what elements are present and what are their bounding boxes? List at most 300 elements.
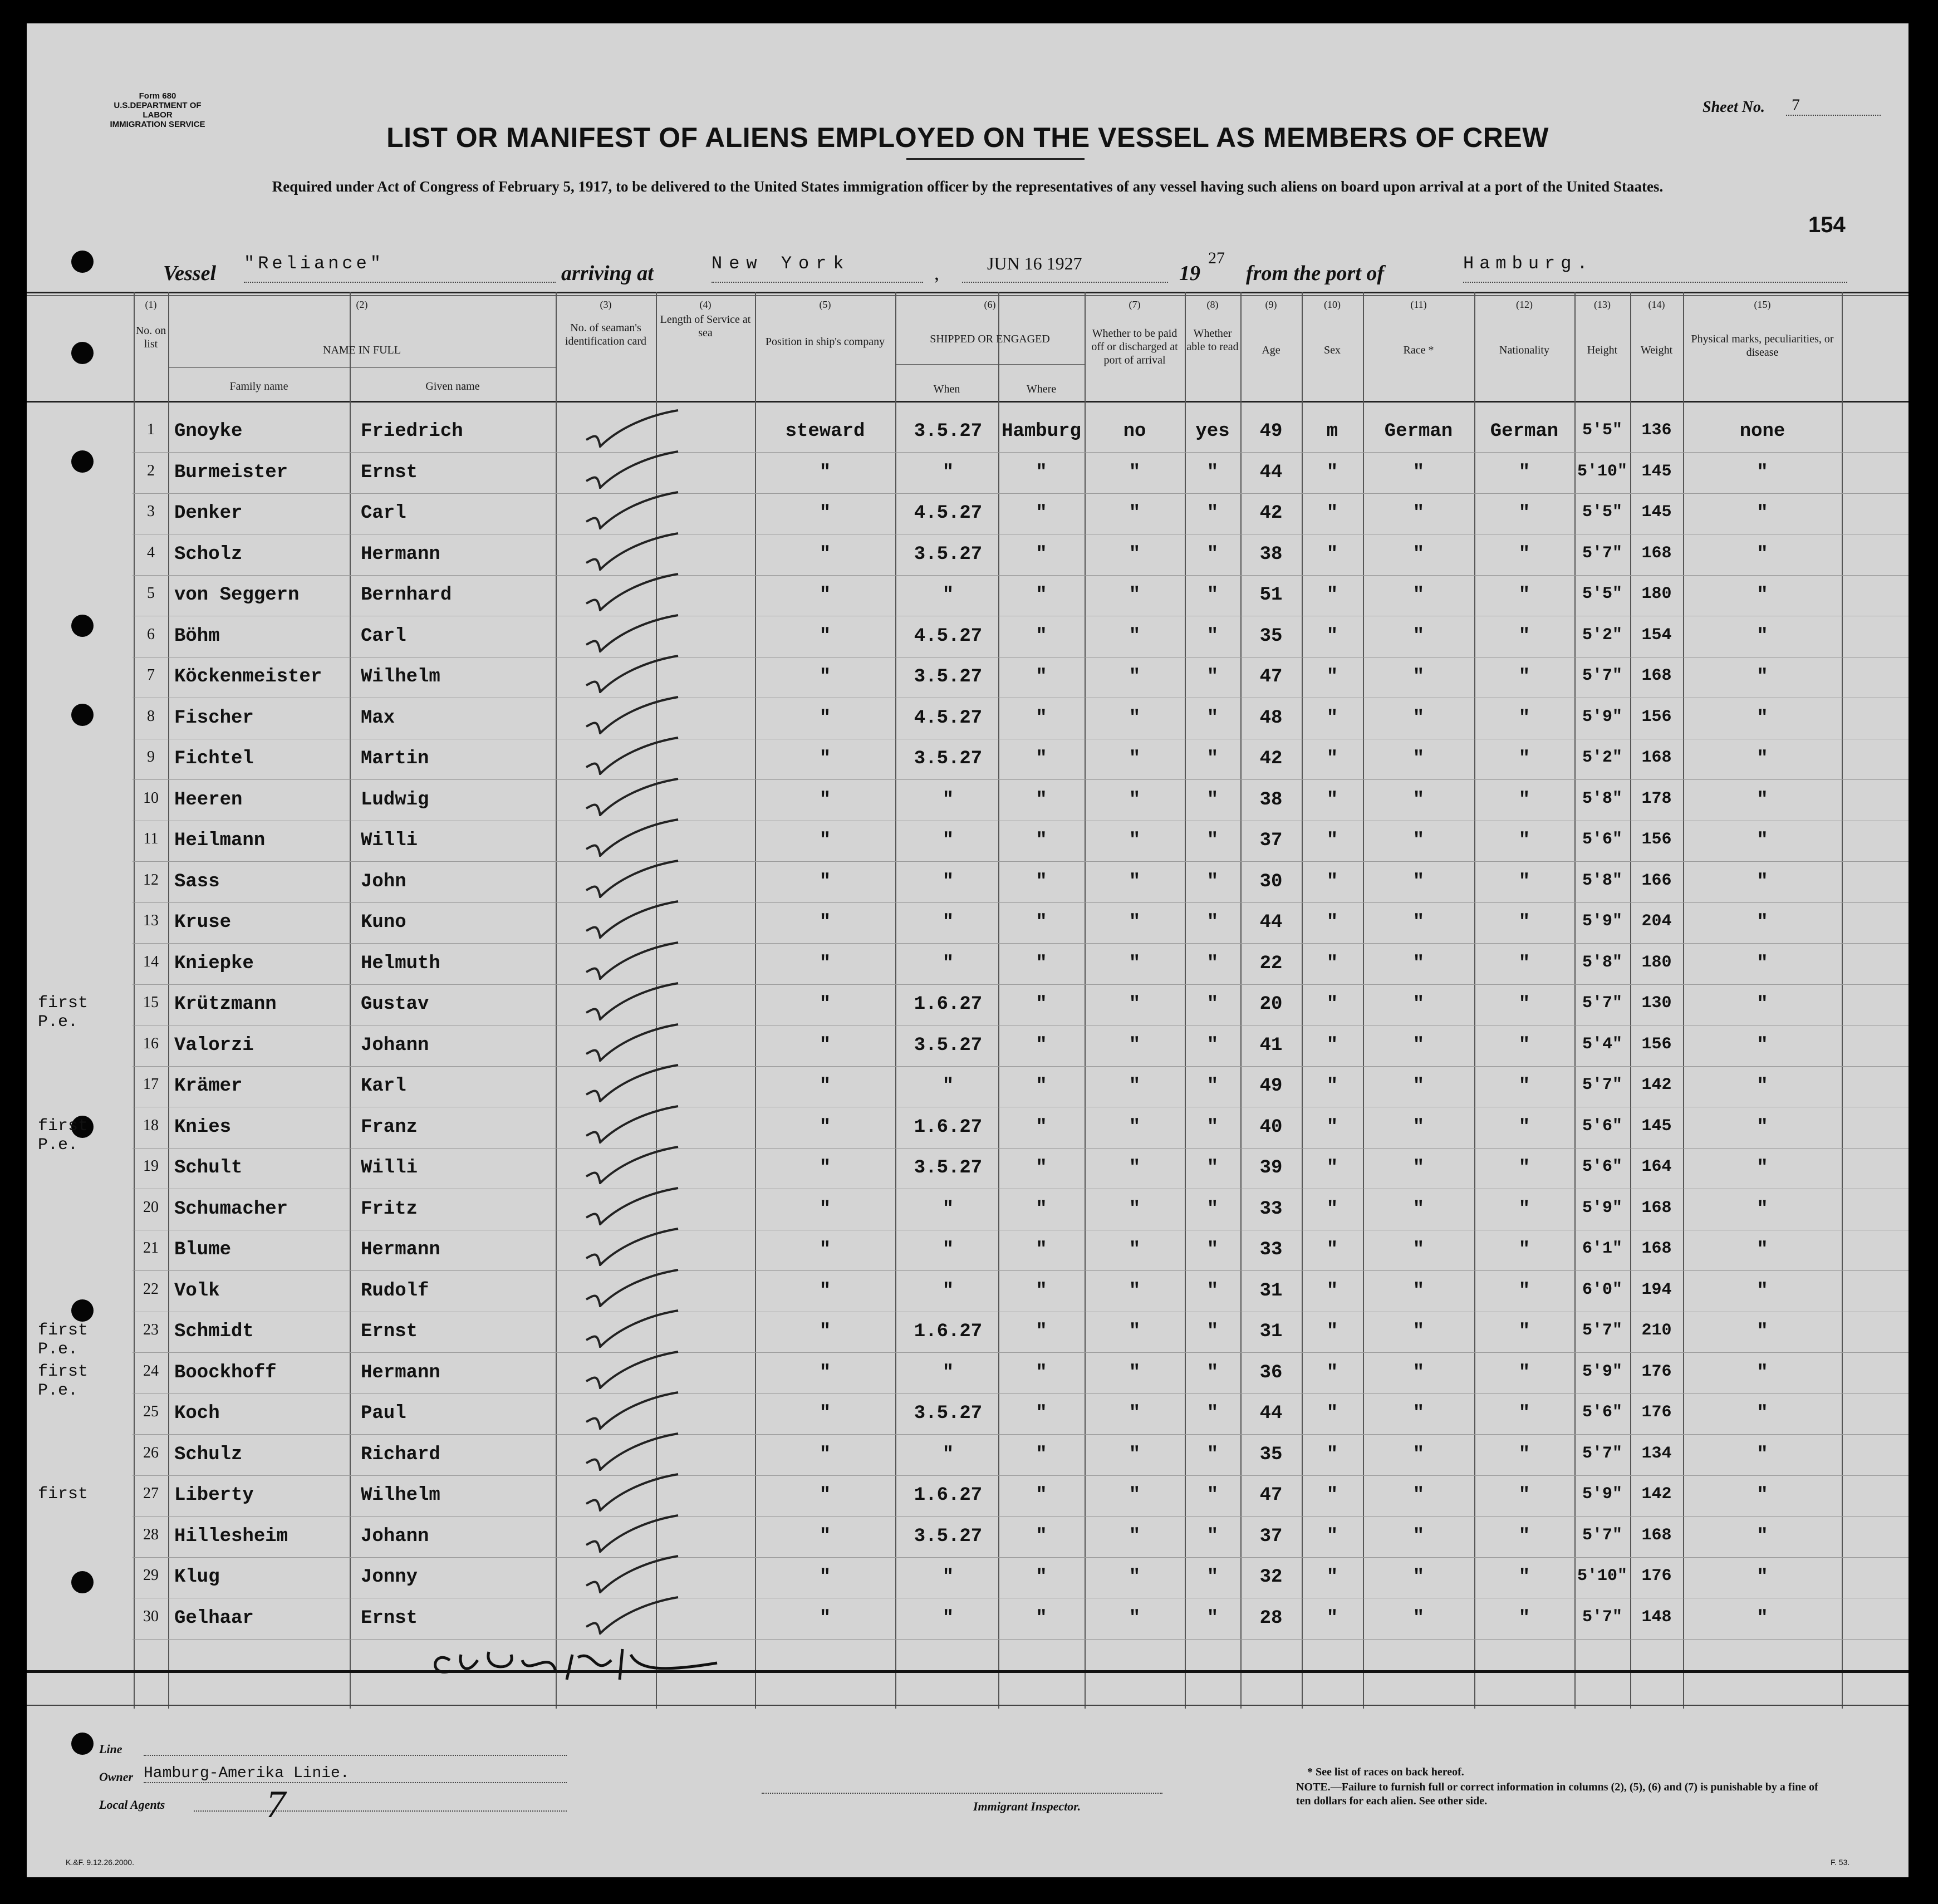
family-name: Kniepke xyxy=(174,953,254,974)
weight: 154 xyxy=(1641,625,1672,645)
margin-note: first P.e. xyxy=(38,1116,89,1155)
row-number: 13 xyxy=(143,912,159,929)
shipped-where: " xyxy=(1036,1198,1047,1220)
year-prefix: 19 xyxy=(1179,262,1200,285)
shipped-when: 1.6.27 xyxy=(914,994,983,1015)
nationality: " xyxy=(1518,871,1530,892)
row-number: 7 xyxy=(147,666,155,684)
sex: " xyxy=(1326,994,1338,1015)
header-position: Position in ship's company xyxy=(765,336,885,348)
able-to-read: " xyxy=(1206,953,1219,974)
check-mark-icon xyxy=(583,694,684,734)
col-num-2: (2) xyxy=(356,299,368,310)
sex: " xyxy=(1326,830,1338,851)
paid-off: " xyxy=(1129,871,1141,892)
row-number: 28 xyxy=(143,1525,159,1543)
height: 5'9" xyxy=(1582,1198,1622,1218)
able-to-read: " xyxy=(1206,748,1219,769)
position: " xyxy=(819,707,831,729)
vessel-line: Vessel "Reliance" arriving at New York , JUN 16 1927 19 27 from the port of Hamburg. xyxy=(27,249,1908,288)
check-mark-icon xyxy=(583,735,684,775)
age: 32 xyxy=(1259,1567,1283,1588)
col-num-4: (4) xyxy=(699,299,712,310)
position: " xyxy=(819,1567,831,1588)
table-row xyxy=(27,495,1908,535)
family-name: Schmidt xyxy=(174,1321,254,1342)
height: 6'1" xyxy=(1582,1239,1622,1258)
sex: " xyxy=(1326,1525,1338,1547)
check-mark-icon xyxy=(583,1062,684,1102)
sex: " xyxy=(1326,1567,1338,1588)
race: German xyxy=(1384,421,1453,442)
agents-label: Local Agents xyxy=(99,1798,165,1812)
able-to-read: " xyxy=(1206,707,1219,729)
age: 33 xyxy=(1259,1239,1283,1260)
nationality: " xyxy=(1518,1076,1530,1097)
family-name: Böhm xyxy=(174,625,220,647)
nationality: " xyxy=(1518,953,1530,974)
age: 44 xyxy=(1259,912,1283,933)
header-family-name: Family name xyxy=(229,380,288,392)
given-name: Johann xyxy=(361,1525,429,1547)
height: 5'9" xyxy=(1582,1485,1622,1504)
shipped-where: " xyxy=(1036,1321,1047,1342)
family-name: Gnoyke xyxy=(174,421,243,442)
physical-marks: " xyxy=(1757,994,1768,1015)
table-end-rule xyxy=(27,1670,1908,1673)
col-num-13: (13) xyxy=(1594,299,1611,310)
shipped-where: " xyxy=(1036,1157,1047,1179)
physical-marks: " xyxy=(1757,1403,1768,1424)
page-number: 154 xyxy=(1808,213,1846,237)
shipped-where: " xyxy=(1036,503,1047,524)
header-seaman-card: No. of seaman's identification card xyxy=(565,322,647,347)
table-row xyxy=(27,1559,1908,1599)
sex: " xyxy=(1326,1607,1338,1629)
able-to-read: " xyxy=(1206,830,1219,851)
weight: 142 xyxy=(1641,1485,1672,1504)
able-to-read: " xyxy=(1206,1034,1219,1056)
table-row xyxy=(27,1068,1908,1108)
nationality: " xyxy=(1518,1362,1530,1383)
position: " xyxy=(819,912,831,933)
weight: 168 xyxy=(1641,1198,1672,1218)
table-row xyxy=(27,1395,1908,1435)
race: " xyxy=(1412,912,1425,933)
race: " xyxy=(1412,462,1425,483)
row-number: 26 xyxy=(143,1444,159,1461)
race: " xyxy=(1412,1444,1425,1465)
sex: " xyxy=(1326,462,1338,483)
able-to-read: " xyxy=(1206,1116,1219,1138)
sheet-no-label: Sheet No. xyxy=(1703,99,1765,116)
check-mark-icon xyxy=(583,489,684,529)
department-name: U.S.DEPARTMENT OF LABOR xyxy=(114,101,202,120)
row-number: 4 xyxy=(147,543,155,561)
owner-value: Hamburg-Amerika Linie. xyxy=(144,1765,567,1783)
height: 5'5" xyxy=(1582,421,1622,440)
nationality: " xyxy=(1518,585,1530,606)
given-name: Johann xyxy=(361,1034,429,1056)
nationality: " xyxy=(1518,666,1530,688)
able-to-read: " xyxy=(1206,1567,1219,1588)
weight: 164 xyxy=(1641,1157,1672,1176)
check-mark-icon xyxy=(583,940,684,980)
row-number: 17 xyxy=(143,1076,159,1093)
note-text: —Failure to furnish full or correct information in columns (2), (5), (6) and (7) is punishable by a fine of ten dollars for each alien. See other side. xyxy=(1296,1781,1818,1807)
nationality: " xyxy=(1518,1607,1530,1629)
race: " xyxy=(1412,953,1425,974)
check-mark-icon xyxy=(583,980,684,1020)
sex: " xyxy=(1326,1321,1338,1342)
col-num-14: (14) xyxy=(1648,299,1665,310)
shipped-where: " xyxy=(1036,1239,1047,1260)
weight: 156 xyxy=(1641,830,1672,849)
weight: 168 xyxy=(1641,748,1672,767)
col-num-8: (8) xyxy=(1206,299,1219,310)
family-name: Fischer xyxy=(174,707,254,729)
given-name: Ludwig xyxy=(361,789,429,811)
able-to-read: " xyxy=(1206,1362,1219,1383)
family-name: Kruse xyxy=(174,912,232,933)
table-row xyxy=(27,1273,1908,1313)
age: 40 xyxy=(1259,1116,1283,1138)
position: " xyxy=(819,1076,831,1097)
given-name: John xyxy=(361,871,406,892)
check-mark-icon xyxy=(583,653,684,693)
age: 35 xyxy=(1259,625,1283,647)
nationality: " xyxy=(1518,1403,1530,1424)
physical-marks: " xyxy=(1757,1321,1768,1342)
height: 5'10" xyxy=(1577,462,1627,481)
weight: 136 xyxy=(1641,421,1672,440)
nationality: " xyxy=(1518,789,1530,811)
col-num-6: (6) xyxy=(984,299,996,310)
given-name: Paul xyxy=(361,1403,406,1424)
given-name: Franz xyxy=(361,1116,418,1138)
race: " xyxy=(1412,1607,1425,1629)
date-stamp: JUN 16 1927 xyxy=(962,253,1168,283)
age: 49 xyxy=(1259,1076,1283,1097)
row-number: 29 xyxy=(143,1567,159,1584)
height: 5'9" xyxy=(1582,1362,1622,1381)
height: 5'5" xyxy=(1582,503,1622,522)
weight: 178 xyxy=(1641,789,1672,808)
paid-off: " xyxy=(1129,953,1141,974)
paid-off: " xyxy=(1129,1076,1141,1097)
given-name: Martin xyxy=(361,748,429,769)
nationality: " xyxy=(1518,503,1530,524)
nationality: " xyxy=(1518,830,1530,851)
race: " xyxy=(1412,1362,1425,1383)
age: 28 xyxy=(1259,1607,1283,1629)
service-name: IMMIGRATION SERVICE xyxy=(110,120,205,129)
weight: 168 xyxy=(1641,1239,1672,1258)
shipped-when: 1.6.27 xyxy=(914,1485,983,1506)
shipped-where: " xyxy=(1036,912,1047,933)
row-number: 14 xyxy=(143,953,159,970)
family-name: Boockhoff xyxy=(174,1362,277,1383)
check-mark-icon xyxy=(583,1594,684,1635)
height: 5'6" xyxy=(1582,1116,1622,1136)
race: " xyxy=(1412,543,1425,565)
paid-off: " xyxy=(1129,1280,1141,1302)
race: " xyxy=(1412,748,1425,769)
weight: 204 xyxy=(1641,912,1672,931)
shipped-where: " xyxy=(1036,543,1047,565)
header-name-in-full: NAME IN FULL xyxy=(323,344,401,356)
sex: " xyxy=(1326,912,1338,933)
sex: " xyxy=(1326,1444,1338,1465)
margin-note: first P.e. xyxy=(38,1362,89,1400)
able-to-read: " xyxy=(1206,871,1219,892)
nationality: " xyxy=(1518,462,1530,483)
table-row xyxy=(27,863,1908,904)
physical-marks: " xyxy=(1757,1362,1768,1383)
paid-off: " xyxy=(1129,1403,1141,1424)
race: " xyxy=(1412,1239,1425,1260)
form-number: Form 680 xyxy=(139,91,176,101)
physical-marks: " xyxy=(1757,1116,1768,1138)
sex: " xyxy=(1326,543,1338,565)
header-race: Race * xyxy=(1403,344,1434,356)
sex: " xyxy=(1326,503,1338,524)
check-mark-icon xyxy=(583,1022,684,1062)
paid-off: " xyxy=(1129,1116,1141,1138)
row-number: 5 xyxy=(147,585,155,602)
shipped-when: " xyxy=(942,1607,954,1629)
paid-off: " xyxy=(1129,707,1141,729)
height: 6'0" xyxy=(1582,1280,1622,1299)
shipped-where: " xyxy=(1036,830,1047,851)
check-mark-icon xyxy=(583,1553,684,1593)
shipped-when: 4.5.27 xyxy=(914,707,983,729)
position: " xyxy=(819,1525,831,1547)
table-row xyxy=(27,1231,1908,1272)
position: " xyxy=(819,748,831,769)
position: " xyxy=(819,585,831,606)
family-name: Fichtel xyxy=(174,748,254,769)
col-num-5: (5) xyxy=(819,299,831,310)
shipped-where: " xyxy=(1036,748,1047,769)
given-name: Wilhelm xyxy=(361,666,440,688)
row-number: 24 xyxy=(143,1362,159,1380)
port-label: from the port of xyxy=(1246,262,1385,285)
shipped-when: 4.5.27 xyxy=(914,503,983,524)
given-name: Carl xyxy=(361,625,406,647)
family-name: Hillesheim xyxy=(174,1525,288,1547)
shipped-where: Hamburg xyxy=(1002,421,1081,442)
paid-off: " xyxy=(1129,1362,1141,1383)
weight: 176 xyxy=(1641,1567,1672,1586)
weight: 156 xyxy=(1641,707,1672,727)
height: 5'7" xyxy=(1582,1444,1622,1463)
crew-table-body xyxy=(27,23,1908,1877)
owner-label: Owner xyxy=(99,1770,134,1784)
race: " xyxy=(1412,1076,1425,1097)
able-to-read: " xyxy=(1206,585,1219,606)
shipped-where: " xyxy=(1036,789,1047,811)
paid-off: " xyxy=(1129,1198,1141,1220)
sex: " xyxy=(1326,953,1338,974)
weight: 134 xyxy=(1641,1444,1672,1463)
age: 31 xyxy=(1259,1280,1283,1302)
row-number: 18 xyxy=(143,1116,159,1134)
departure-port: Hamburg. xyxy=(1463,253,1847,283)
shipped-where: " xyxy=(1036,953,1047,974)
paid-off: " xyxy=(1129,1239,1141,1260)
printer-mark: K.&F. 9.12.26.2000. xyxy=(66,1858,134,1867)
shipped-when: " xyxy=(942,585,954,606)
shipped-where: " xyxy=(1036,462,1047,483)
table-row xyxy=(27,454,1908,494)
position: " xyxy=(819,1403,831,1424)
check-mark-icon xyxy=(583,899,684,939)
family-name: Köckenmeister xyxy=(174,666,322,688)
physical-marks: " xyxy=(1757,871,1768,892)
height: 5'4" xyxy=(1582,1034,1622,1054)
physical-marks: " xyxy=(1757,912,1768,933)
shipped-where: " xyxy=(1036,1034,1047,1056)
sex: " xyxy=(1326,1198,1338,1220)
race: " xyxy=(1412,789,1425,811)
height: 5'7" xyxy=(1582,1607,1622,1627)
weight: 176 xyxy=(1641,1362,1672,1381)
height: 5'10" xyxy=(1577,1567,1627,1586)
given-name: Rudolf xyxy=(361,1280,429,1302)
position: " xyxy=(819,1239,831,1260)
row-number: 20 xyxy=(143,1198,159,1216)
footer-note xyxy=(1296,1780,1819,1808)
height: 5'7" xyxy=(1582,666,1622,685)
position: " xyxy=(819,462,831,483)
nationality: " xyxy=(1518,707,1530,729)
physical-marks: " xyxy=(1757,543,1768,565)
physical-marks: " xyxy=(1757,789,1768,811)
sex: m xyxy=(1326,421,1338,442)
able-to-read: " xyxy=(1206,1607,1219,1629)
family-name: Klug xyxy=(174,1567,220,1588)
shipped-when: 3.5.27 xyxy=(914,1034,983,1056)
given-name: Kuno xyxy=(361,912,406,933)
inspector-label: Immigrant Inspector. xyxy=(973,1799,1081,1813)
paid-off: " xyxy=(1129,1321,1141,1342)
paid-off: " xyxy=(1129,666,1141,688)
race: " xyxy=(1412,994,1425,1015)
physical-marks: " xyxy=(1757,666,1768,688)
paid-off: " xyxy=(1129,1485,1141,1506)
table-row xyxy=(27,618,1908,658)
able-to-read: " xyxy=(1206,1198,1219,1220)
position: " xyxy=(819,625,831,647)
weight: 148 xyxy=(1641,1607,1672,1627)
race: " xyxy=(1412,1157,1425,1179)
age: 42 xyxy=(1259,748,1283,769)
table-row xyxy=(27,904,1908,944)
weight: 176 xyxy=(1641,1403,1672,1422)
weight: 156 xyxy=(1641,1034,1672,1054)
paid-off: " xyxy=(1129,1607,1141,1629)
family-name: Schumacher xyxy=(174,1198,288,1220)
nationality: " xyxy=(1518,1444,1530,1465)
sheet-no-value: 7 xyxy=(1786,96,1881,116)
position: " xyxy=(819,994,831,1015)
table-row xyxy=(27,1191,1908,1231)
nationality: " xyxy=(1518,912,1530,933)
age: 47 xyxy=(1259,1485,1283,1506)
shipped-where: " xyxy=(1036,1525,1047,1547)
family-name: Blume xyxy=(174,1239,232,1260)
able-to-read: " xyxy=(1206,1076,1219,1097)
header-shipped-engaged: SHIPPED OR ENGAGED xyxy=(930,333,1050,345)
paid-off: " xyxy=(1129,748,1141,769)
height: 5'2" xyxy=(1582,748,1622,767)
nationality: " xyxy=(1518,1034,1530,1056)
age: 30 xyxy=(1259,871,1283,892)
shipped-when: " xyxy=(942,830,954,851)
race: " xyxy=(1412,666,1425,688)
col-num-10: (10) xyxy=(1324,299,1341,310)
height: 5'8" xyxy=(1582,871,1622,890)
sex: " xyxy=(1326,1116,1338,1138)
sex: " xyxy=(1326,1485,1338,1506)
physical-marks: " xyxy=(1757,1485,1768,1506)
age: 22 xyxy=(1259,953,1283,974)
weight: 168 xyxy=(1641,1525,1672,1545)
table-row xyxy=(27,1313,1908,1359)
note-label: NOTE. xyxy=(1296,1781,1331,1793)
sex: " xyxy=(1326,666,1338,688)
weight: 194 xyxy=(1641,1280,1672,1299)
page-title: LIST OR MANIFEST OF ALIENS EMPLOYED ON THE VESSEL AS MEMBERS OF CREW xyxy=(386,122,1549,153)
family-name: Sass xyxy=(174,871,220,892)
check-mark-icon xyxy=(583,1144,684,1184)
physical-marks: " xyxy=(1757,1034,1768,1056)
paid-off: no xyxy=(1123,421,1146,442)
check-mark-icon xyxy=(583,1513,684,1553)
nationality: " xyxy=(1518,994,1530,1015)
height: 5'9" xyxy=(1582,912,1622,931)
able-to-read: " xyxy=(1206,994,1219,1015)
shipped-where: " xyxy=(1036,1076,1047,1097)
row-number: 12 xyxy=(143,871,159,889)
row-number: 22 xyxy=(143,1280,159,1298)
table-row xyxy=(27,1150,1908,1190)
manifest-sheet xyxy=(27,23,1908,1877)
sex: " xyxy=(1326,789,1338,811)
line-label: Line xyxy=(99,1742,122,1756)
nationality: " xyxy=(1518,1321,1530,1342)
family-name: Schult xyxy=(174,1157,243,1179)
row-number: 16 xyxy=(143,1034,159,1052)
row-number: 25 xyxy=(143,1403,159,1420)
paid-off: " xyxy=(1129,789,1141,811)
height: 5'8" xyxy=(1582,789,1622,808)
shipped-when: 3.5.27 xyxy=(914,1157,983,1179)
nationality: " xyxy=(1518,543,1530,565)
position: " xyxy=(819,871,831,892)
sex: " xyxy=(1326,625,1338,647)
race: " xyxy=(1412,1485,1425,1506)
physical-marks: none xyxy=(1739,421,1785,442)
margin-note: first P.e. xyxy=(38,994,89,1032)
shipped-when: " xyxy=(942,1198,954,1220)
nationality: " xyxy=(1518,1116,1530,1138)
table-row xyxy=(27,413,1908,453)
age: 36 xyxy=(1259,1362,1283,1383)
position: " xyxy=(819,1321,831,1342)
position: " xyxy=(819,1444,831,1465)
